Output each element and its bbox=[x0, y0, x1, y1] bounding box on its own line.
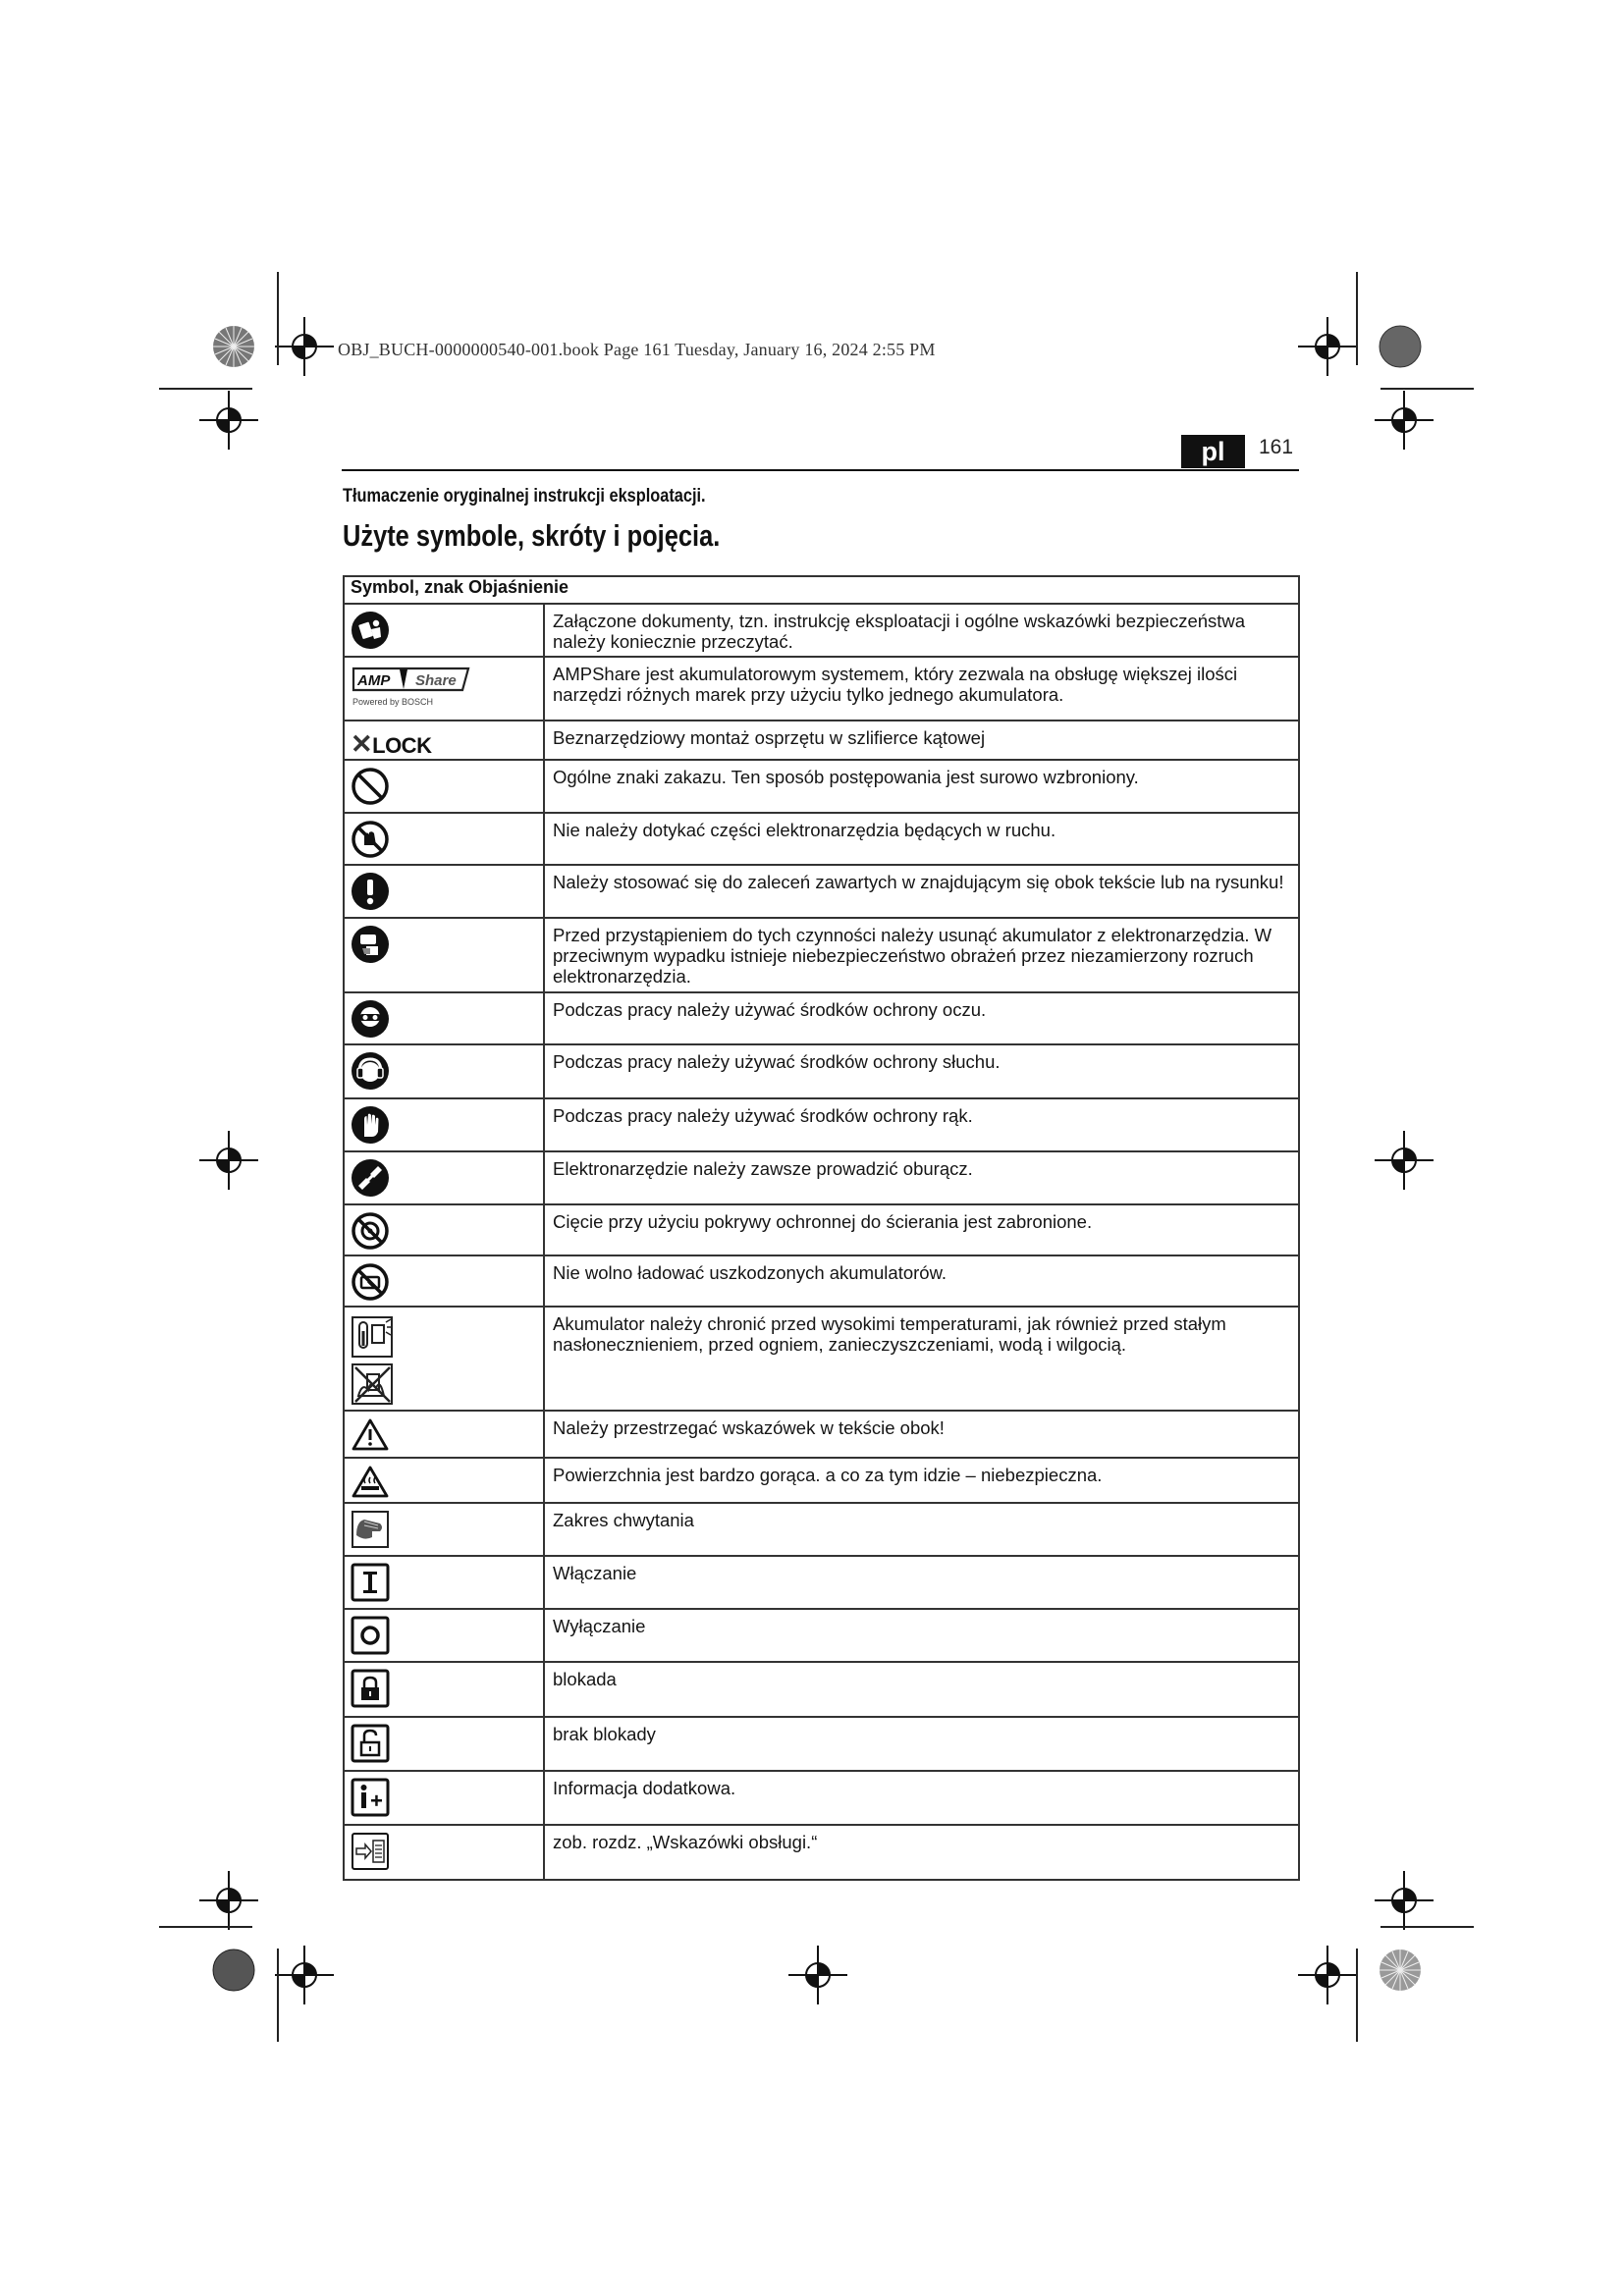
description-cell: Nie należy dotykać części elektronarzędzia będących w ruchu. bbox=[544, 813, 1299, 865]
symbol-cell bbox=[344, 721, 544, 760]
table-row bbox=[344, 1503, 1299, 1556]
ear-protection-icon bbox=[351, 1051, 390, 1091]
crop-mark bbox=[1380, 388, 1474, 390]
table-row bbox=[344, 1044, 1299, 1098]
description-cell: AMPShare jest akumulatorowym systemem, który zezwala na obsługę większej ilości narzędzi różnych marek przy użyciu tylko jednego akumulatora. bbox=[544, 657, 1299, 721]
hot-surface-icon bbox=[351, 1465, 390, 1500]
description-cell: Zakres chwytania bbox=[544, 1503, 1299, 1556]
svg-text:Share: Share bbox=[415, 672, 457, 689]
table-row bbox=[344, 1255, 1299, 1307]
symbol-cell bbox=[344, 1556, 544, 1609]
table-header: Symbol, znak Objaśnienie bbox=[344, 576, 1299, 604]
table-row bbox=[344, 760, 1299, 813]
description-cell: Przed przystąpieniem do tych czynności należy usunąć akumulator z elektronarzędzia. W przeciwnym wypadku istnieje niebezpieczeństwo obrażeń przez niezamierzony rozruch elektronarzędzia. bbox=[544, 918, 1299, 992]
remove-battery-icon bbox=[351, 925, 390, 964]
symbol-cell bbox=[344, 1255, 544, 1307]
color-rosette-icon bbox=[212, 325, 255, 368]
see-operating-instructions-icon bbox=[351, 1832, 390, 1871]
table-row bbox=[344, 918, 1299, 992]
symbols-table bbox=[343, 575, 1300, 1881]
table-row bbox=[344, 1556, 1299, 1609]
header-rule bbox=[342, 469, 1299, 471]
description-cell: Wyłączanie bbox=[544, 1609, 1299, 1662]
color-rosette-icon bbox=[212, 1949, 255, 1992]
description-cell: Akumulator należy chronić przed wysokimi temperaturami, jak również przed stałym nasłonecznieniem, przed ogniem, zanieczyszczeniami, wodą i wilgocią. bbox=[544, 1307, 1299, 1411]
description-cell: Podczas pracy należy używać środków ochrony oczu. bbox=[544, 992, 1299, 1044]
registration-mark-icon bbox=[275, 317, 334, 376]
description-cell: Załączone dokumenty, tzn. instrukcję eksploatacji i ogólne wskazówki bezpieczeństwa należy koniecznie przeczytać. bbox=[544, 604, 1299, 657]
table-row bbox=[344, 1825, 1299, 1880]
description-cell: brak blokady bbox=[544, 1717, 1299, 1771]
table-row bbox=[344, 1151, 1299, 1204]
symbol-cell bbox=[344, 1044, 544, 1098]
no-charging-damaged-battery-icon bbox=[351, 1262, 390, 1302]
registration-mark-icon bbox=[1375, 391, 1434, 450]
no-cutting-with-grinding-guard-icon bbox=[351, 1211, 390, 1251]
table-row bbox=[344, 1411, 1299, 1458]
description-cell: Nie wolno ładować uszkodzonych akumulatorów. bbox=[544, 1255, 1299, 1307]
print-slug: OBJ_BUCH-0000000540-001.book Page 161 Tuesday, January 16, 2024 2:55 PM bbox=[338, 340, 936, 359]
description-cell: Ogólne znaki zakazu. Ten sposób postępowania jest surowo wzbroniony. bbox=[544, 760, 1299, 813]
page-number: 161 bbox=[1259, 436, 1294, 458]
registration-mark-icon bbox=[199, 391, 258, 450]
hand-protection-icon bbox=[351, 1105, 390, 1145]
symbol-cell bbox=[344, 865, 544, 918]
table-row bbox=[344, 1717, 1299, 1771]
table-row bbox=[344, 1771, 1299, 1825]
symbol-cell bbox=[344, 1609, 544, 1662]
no-touch-moving-parts-icon bbox=[351, 820, 390, 859]
power-off-icon bbox=[351, 1616, 390, 1655]
symbol-cell bbox=[344, 1098, 544, 1151]
table-row bbox=[344, 1609, 1299, 1662]
symbol-cell bbox=[344, 1825, 544, 1880]
lock-open-icon bbox=[351, 1724, 390, 1763]
table-row bbox=[344, 657, 1299, 721]
grip-area-icon bbox=[351, 1510, 390, 1549]
symbol-cell bbox=[344, 657, 544, 721]
registration-mark-icon bbox=[199, 1871, 258, 1930]
language-badge: pl bbox=[1181, 435, 1245, 468]
symbol-cell bbox=[344, 813, 544, 865]
symbol-cell bbox=[344, 1771, 544, 1825]
page-title: Użyte symbole, skróty i pojęcia. bbox=[343, 518, 721, 553]
crop-mark bbox=[1356, 1949, 1358, 2042]
description-cell: Należy stosować się do zaleceń zawartych w znajdującym się obok tekście lub na rysunku! bbox=[544, 865, 1299, 918]
symbol-cell bbox=[344, 604, 544, 657]
xlock-logo: ✕LOCK bbox=[351, 729, 432, 759]
description-cell: Cięcie przy użyciu pokrywy ochronnej do ścierania jest zabronione. bbox=[544, 1204, 1299, 1255]
description-cell: Podczas pracy należy używać środków ochrony rąk. bbox=[544, 1098, 1299, 1151]
description-cell: blokada bbox=[544, 1662, 1299, 1717]
ampshare-logo bbox=[351, 666, 473, 693]
symbol-cell bbox=[344, 1717, 544, 1771]
lock-closed-icon bbox=[351, 1669, 390, 1708]
description-cell: Włączanie bbox=[544, 1556, 1299, 1609]
description-cell: Podczas pracy należy używać środków ochrony słuchu. bbox=[544, 1044, 1299, 1098]
table-row bbox=[344, 1098, 1299, 1151]
table-row bbox=[344, 604, 1299, 657]
power-on-icon bbox=[351, 1563, 390, 1602]
crop-mark bbox=[159, 388, 252, 390]
description-cell: zob. rozdz. „Wskazówki obsługi.“ bbox=[544, 1825, 1299, 1880]
svg-text:AMP: AMP bbox=[357, 672, 391, 689]
symbol-cell bbox=[344, 1411, 544, 1458]
symbol-cell bbox=[344, 1662, 544, 1717]
ampshare-powered-by: Powered by BOSCH bbox=[352, 697, 434, 707]
prohibition-icon bbox=[351, 767, 390, 806]
crop-mark bbox=[277, 272, 279, 365]
table-row bbox=[344, 813, 1299, 865]
symbol-cell bbox=[344, 992, 544, 1044]
warning-triangle-icon bbox=[351, 1417, 390, 1453]
eye-protection-icon bbox=[351, 999, 390, 1039]
table-row bbox=[344, 992, 1299, 1044]
read-manual-icon bbox=[351, 611, 390, 650]
crop-mark bbox=[159, 1926, 252, 1928]
battery-protection-icons bbox=[351, 1313, 396, 1408]
xlock-logo-text: LOCK bbox=[372, 733, 432, 758]
table-row bbox=[344, 1204, 1299, 1255]
two-hand-operation-icon bbox=[351, 1158, 390, 1198]
description-cell: Beznarzędziowy montaż osprzętu w szlifierce kątowej bbox=[544, 721, 1299, 760]
symbol-cell bbox=[344, 1151, 544, 1204]
registration-mark-icon bbox=[788, 1946, 847, 2004]
table-row bbox=[344, 1458, 1299, 1503]
registration-mark-icon bbox=[1298, 1946, 1357, 2004]
description-cell: Elektronarzędzie należy zawsze prowadzić oburącz. bbox=[544, 1151, 1299, 1204]
symbol-cell bbox=[344, 1503, 544, 1556]
table-row bbox=[344, 865, 1299, 918]
crop-mark bbox=[277, 1949, 279, 2042]
color-rosette-icon bbox=[1379, 325, 1422, 368]
symbol-cell bbox=[344, 760, 544, 813]
registration-mark-icon bbox=[1375, 1131, 1434, 1190]
crop-mark bbox=[1356, 272, 1358, 365]
registration-mark-icon bbox=[199, 1131, 258, 1190]
table-header-row bbox=[344, 576, 1299, 604]
mandatory-action-icon bbox=[351, 872, 390, 911]
table-row bbox=[344, 721, 1299, 760]
symbol-cell bbox=[344, 1204, 544, 1255]
symbol-cell bbox=[344, 1458, 544, 1503]
table-row bbox=[344, 1662, 1299, 1717]
description-cell: Należy przestrzegać wskazówek w tekście obok! bbox=[544, 1411, 1299, 1458]
registration-mark-icon bbox=[275, 1946, 334, 2004]
info-plus-icon bbox=[351, 1778, 390, 1817]
description-cell: Informacja dodatkowa. bbox=[544, 1771, 1299, 1825]
crop-mark bbox=[1380, 1926, 1474, 1928]
symbol-cell bbox=[344, 918, 544, 992]
table-row bbox=[344, 1307, 1299, 1411]
registration-mark-icon bbox=[1298, 317, 1357, 376]
description-cell: Powierzchnia jest bardzo gorąca. a co za tym idzie – niebezpieczna. bbox=[544, 1458, 1299, 1503]
symbol-cell bbox=[344, 1307, 544, 1411]
document-subtitle: Tłumaczenie oryginalnej instrukcji eksploatacji. bbox=[343, 486, 706, 507]
registration-mark-icon bbox=[1375, 1871, 1434, 1930]
color-rosette-icon bbox=[1379, 1949, 1422, 1992]
